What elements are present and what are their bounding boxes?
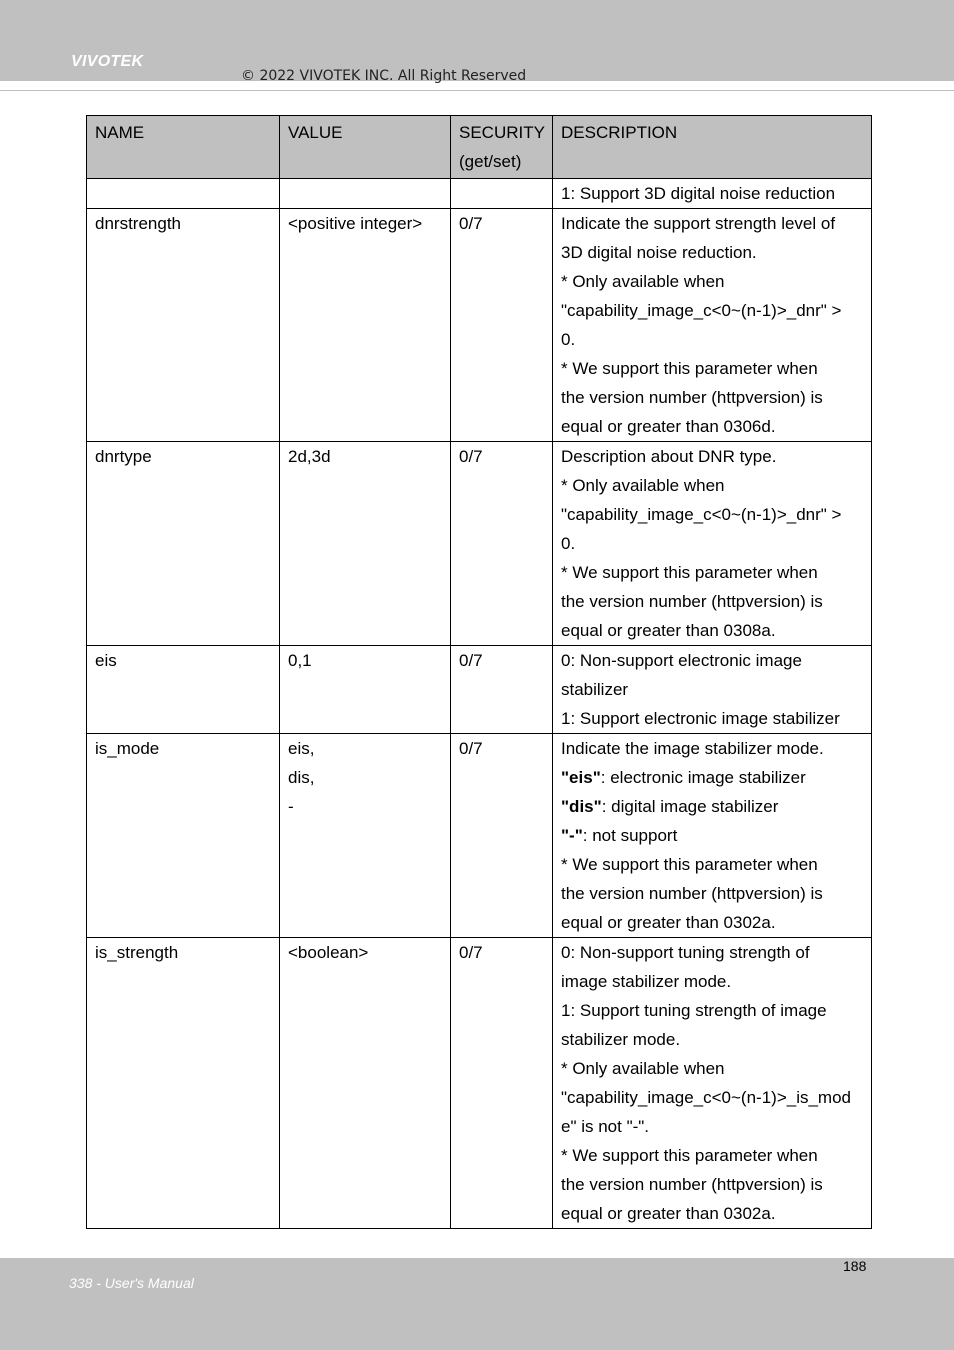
description-line: "capability_image_c<0~(n-1)>_is_mod: [561, 1088, 852, 1107]
table-header-row: [87, 116, 872, 179]
param-value-cell: [280, 938, 451, 1229]
param-value-line: <positive integer>: [288, 214, 423, 233]
description-line: * Only available when: [561, 476, 725, 495]
description-term-line: [561, 792, 863, 821]
description-term: "-": [561, 826, 583, 845]
param-description-cell: [553, 646, 872, 734]
param-value-cell: [280, 734, 451, 938]
description-line: e" is not "-".: [561, 1117, 650, 1136]
description-line: * We support this parameter when: [561, 1146, 818, 1165]
param-security-cell: 0/7: [451, 442, 553, 646]
param-name-cell: dnrstrength: [87, 209, 280, 442]
description-line: Indicate the image stabilizer mode.: [561, 739, 824, 758]
table-row: [87, 734, 872, 938]
description-line: the version number (httpversion) is: [561, 884, 823, 903]
description-term-text: : electronic image stabilizer: [600, 768, 806, 787]
description-line: 3D digital noise reduction.: [561, 243, 757, 262]
description-line: the version number (httpversion) is: [561, 592, 823, 611]
description-line: Indicate the support strength level of: [561, 214, 836, 233]
description-line: equal or greater than 0308a.: [561, 621, 776, 640]
description-line: * We support this parameter when: [561, 855, 818, 874]
param-security-cell: 0/7: [451, 209, 553, 442]
manual-label: 338 - User's Manual: [69, 1275, 194, 1291]
param-value-line: 2d,3d: [288, 447, 331, 466]
description-line: equal or greater than 0302a.: [561, 1204, 776, 1223]
column-header-name: NAME: [87, 116, 280, 179]
param-description-cell: [553, 938, 872, 1229]
param-name-cell: eis: [87, 646, 280, 734]
table-row: [87, 209, 872, 442]
param-security-cell: 0/7: [451, 938, 553, 1229]
copyright-notice: © 2022 VIVOTEK INC. All Right Reserved: [241, 68, 527, 84]
param-value-cell: [280, 209, 451, 442]
description-term: "eis": [561, 768, 601, 787]
description-line: "capability_image_c<0~(n-1)>_dnr" >: [561, 505, 842, 524]
description-line: * We support this parameter when: [561, 563, 818, 582]
param-security-cell: 0/7: [451, 734, 553, 938]
param-name-cell: is_mode: [87, 734, 280, 938]
param-value-line: -: [288, 797, 294, 816]
description-line: equal or greater than 0302a.: [561, 913, 776, 932]
table-row: [87, 646, 872, 734]
description-term-line: [561, 821, 863, 850]
param-value-line: dis,: [288, 768, 315, 787]
parameter-table: [86, 115, 872, 1229]
description-line: "capability_image_c<0~(n-1)>_dnr" >: [561, 301, 842, 320]
param-description-cell: [553, 442, 872, 646]
header-divider: [0, 90, 954, 91]
description-line: 0.: [561, 534, 576, 553]
column-header-security: [451, 116, 553, 179]
description-line: image stabilizer mode.: [561, 972, 732, 991]
description-line: the version number (httpversion) is: [561, 1175, 823, 1194]
param-description-cell: [553, 734, 872, 938]
param-value-line: 0,1: [288, 651, 312, 670]
description-line: 0: Non-support electronic image: [561, 651, 802, 670]
table-row: [87, 179, 872, 209]
param-value-cell: [280, 442, 451, 646]
param-description-cell: [553, 179, 872, 209]
param-value-cell: [280, 646, 451, 734]
param-security-cell: [451, 179, 553, 209]
table-row: [87, 938, 872, 1229]
param-security-cell: 0/7: [451, 646, 553, 734]
brand-logo-text: VIVOTEK: [71, 53, 144, 70]
param-name-cell: dnrtype: [87, 442, 280, 646]
description-line: 0.: [561, 330, 576, 349]
param-name-cell: is_strength: [87, 938, 280, 1229]
description-term-text: : digital image stabilizer: [601, 797, 779, 816]
column-header-security-label: SECURITY: [459, 123, 545, 142]
description-line: * Only available when: [561, 1059, 725, 1078]
description-line: Description about DNR type.: [561, 447, 777, 466]
description-term-line: [561, 763, 863, 792]
description-line: stabilizer: [561, 680, 629, 699]
param-value-cell: [280, 179, 451, 209]
description-term-text: : not support: [582, 826, 678, 845]
page-number: 188: [843, 1258, 867, 1274]
description-line: equal or greater than 0306d.: [561, 417, 776, 436]
description-line: 1: Support 3D digital noise reduction: [561, 184, 836, 203]
description-line: 0: Non-support tuning strength of: [561, 943, 810, 962]
description-line: 1: Support electronic image stabilizer: [561, 709, 840, 728]
description-line: the version number (httpversion) is: [561, 388, 823, 407]
param-value-line: <boolean>: [288, 943, 369, 962]
column-header-description: DESCRIPTION: [553, 116, 872, 179]
table-body: [87, 179, 872, 1229]
column-header-value: VALUE: [280, 116, 451, 179]
param-description-cell: [553, 209, 872, 442]
description-line: * Only available when: [561, 272, 725, 291]
page-footer: [0, 1258, 954, 1350]
column-header-security-sub: (get/set): [459, 152, 522, 171]
param-value-line: eis,: [288, 739, 315, 758]
description-line: stabilizer mode.: [561, 1030, 681, 1049]
description-term: "dis": [561, 797, 602, 816]
table-row: [87, 442, 872, 646]
param-name-cell: [87, 179, 280, 209]
description-line: 1: Support tuning strength of image: [561, 1001, 827, 1020]
description-line: * We support this parameter when: [561, 359, 818, 378]
